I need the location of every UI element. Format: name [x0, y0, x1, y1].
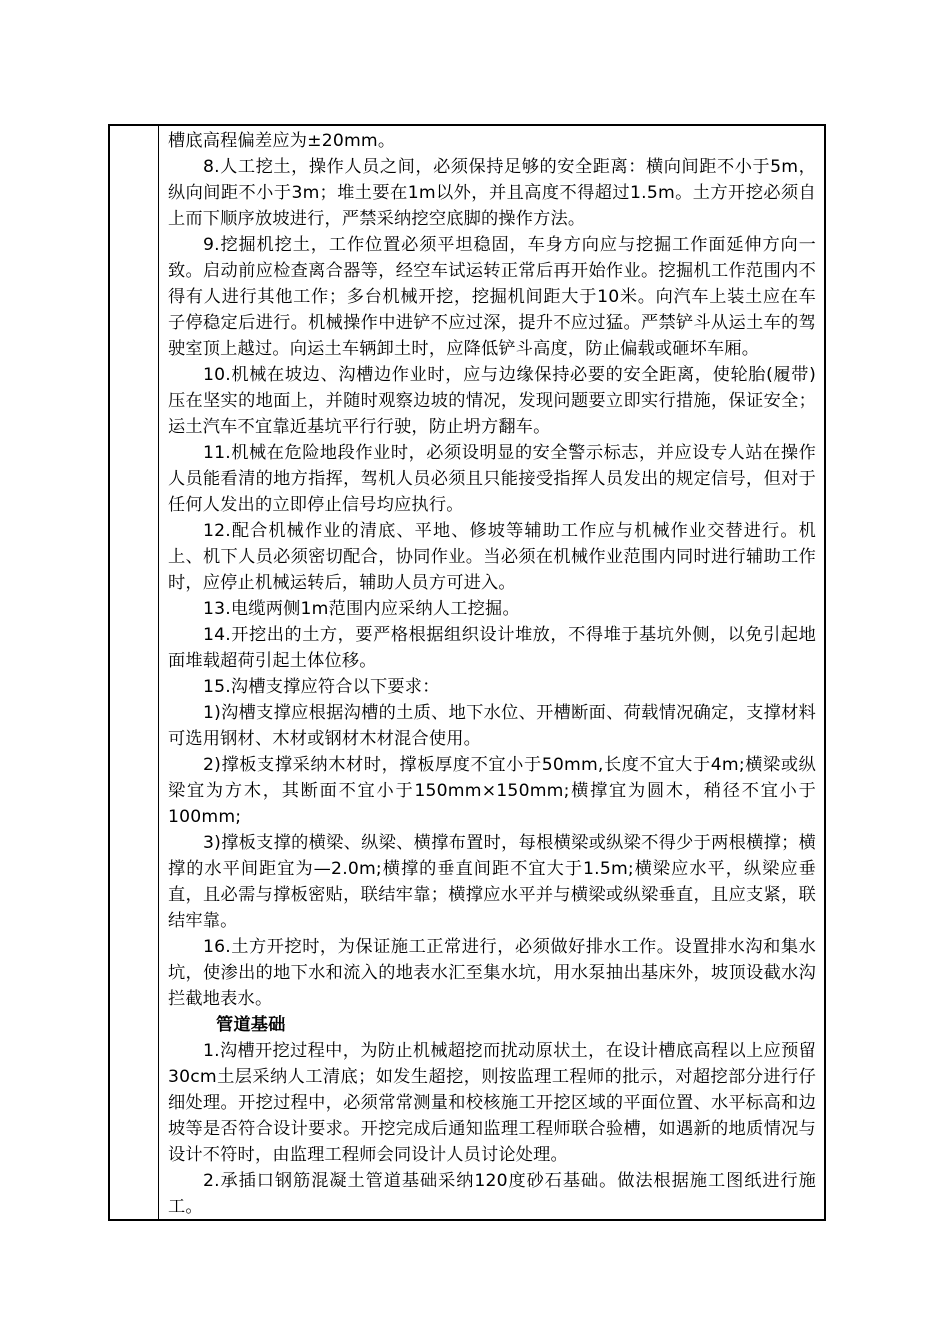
- paragraph: 12.配合机械作业的清底、平地、修坡等辅助工作应与机械作业交替进行。机上、机下人员必须密切配合，协同作业。当必须在机械作业范围内同时进行辅助工作时，应停止机械运转后，辅助人员方可进入。: [168, 521, 816, 593]
- paragraph: 1)沟槽支撑应根据沟槽的土质、地下水位、开槽断面、荷载情况确定，支撑材料可选用钢材、木材或钢材木材混合使用。: [168, 703, 816, 749]
- paragraph: 9.挖掘机挖土，工作位置必须平坦稳固，车身方向应与挖掘工作面延伸方向一致。启动前应检查离合器等，经空车试运转正常后再开始作业。挖掘机工作范围内不得有人进行其他工作；多台机械开挖，挖掘机间距大于10米。向汽车上装土应在车子停稳定后进行。机械操作中进铲不应过深，提升不应过猛。严禁铲斗从运土车的驾驶室顶上越过。向运土车辆卸土时，应降低铲斗高度，防止偏载或砸坏车厢。: [168, 235, 816, 359]
- paragraph: 15.沟槽支撑应符合以下要求：: [203, 677, 440, 697]
- paragraph: 10.机械在坡边、沟槽边作业时，应与边缘保持必要的安全距离，使轮胎(履带)压在坚实的地面上，并随时观察边坡的情况，发现问题要立即实行措施，保证安全；运土汽车不宜靠近基坑平行行驶，防止坍方翻车。: [168, 365, 816, 437]
- paragraph: 11.机械在危险地段作业时，必须设明显的安全警示标志，并应设专人站在操作人员能看清的地方指挥，驾机人员必须且只能接受指挥人员发出的规定信号，但对于任何人发出的立即停止信号均应执行。: [168, 443, 816, 515]
- table-content-cell: [168, 128, 816, 1220]
- paragraph: 1.沟槽开挖过程中，为防止机械超挖而扰动原状土，在设计槽底高程以上应预留30cm土层采纳人工清底；如发生超挖，则按监理工程师的批示，对超挖部分进行仔细处理。开挖过程中，必须常常测量和校核施工开挖区域的平面位置、水平标高和边坡等是否符合设计要求。开挖完成后通知监理工程师联合验槽，如遇新的地质情况与设计不符时，由监理工程师会同设计人员讨论处理。: [168, 1041, 816, 1165]
- table-left-column: [110, 126, 159, 1219]
- paragraph: 13.电缆两侧1m范围内应采纳人工挖掘。: [203, 599, 520, 619]
- paragraph: 14.开挖出的土方，要严格根据组织设计堆放，不得堆于基坑外侧，以免引起地面堆载超荷引起土体位移。: [168, 625, 816, 671]
- section-heading: 管道基础: [216, 1015, 286, 1035]
- paragraph: 槽底高程偏差应为±20mm。: [168, 131, 396, 151]
- document-table: [108, 124, 826, 1221]
- paragraph: 2)撑板支撑采纳木材时，撑板厚度不宜小于50mm,长度不宜大于4m;横梁或纵梁宜为方木，其断面不宜小于150mm×150mm;横撑宜为圆木，稍径不宜小于100mm;: [168, 755, 816, 827]
- paragraph: 3)撑板支撑的横梁、纵梁、横撑布置时，每根横梁或纵梁不得少于两根横撑；横撑的水平间距宜为—2.0m;横撑的垂直间距不宜大于1.5m;横梁应水平，纵梁应垂直，且必需与撑板密贴，联结牢靠；横撑应水平并与横梁或纵梁垂直，且应支紧，联结牢靠。: [168, 833, 816, 931]
- paragraph: 16.土方开挖时，为保证施工正常进行，必须做好排水工作。设置排水沟和集水坑，使渗出的地下水和流入的地表水汇至集水坑，用水泵抽出基床外，坡顶设截水沟拦截地表水。: [168, 937, 816, 1009]
- paragraph: 2.承插口钢筋混凝土管道基础采纳120度砂石基础。做法根据施工图纸进行施工。: [168, 1171, 816, 1217]
- paragraph: 8.人工挖土，操作人员之间，必须保持足够的安全距离：横向间距不小于5m，纵向间距不小于3m；堆土要在1m以外，并且高度不得超过1.5m。土方开挖必须自上而下顺序放坡进行，严禁采纳挖空底脚的操作方法。: [168, 157, 816, 229]
